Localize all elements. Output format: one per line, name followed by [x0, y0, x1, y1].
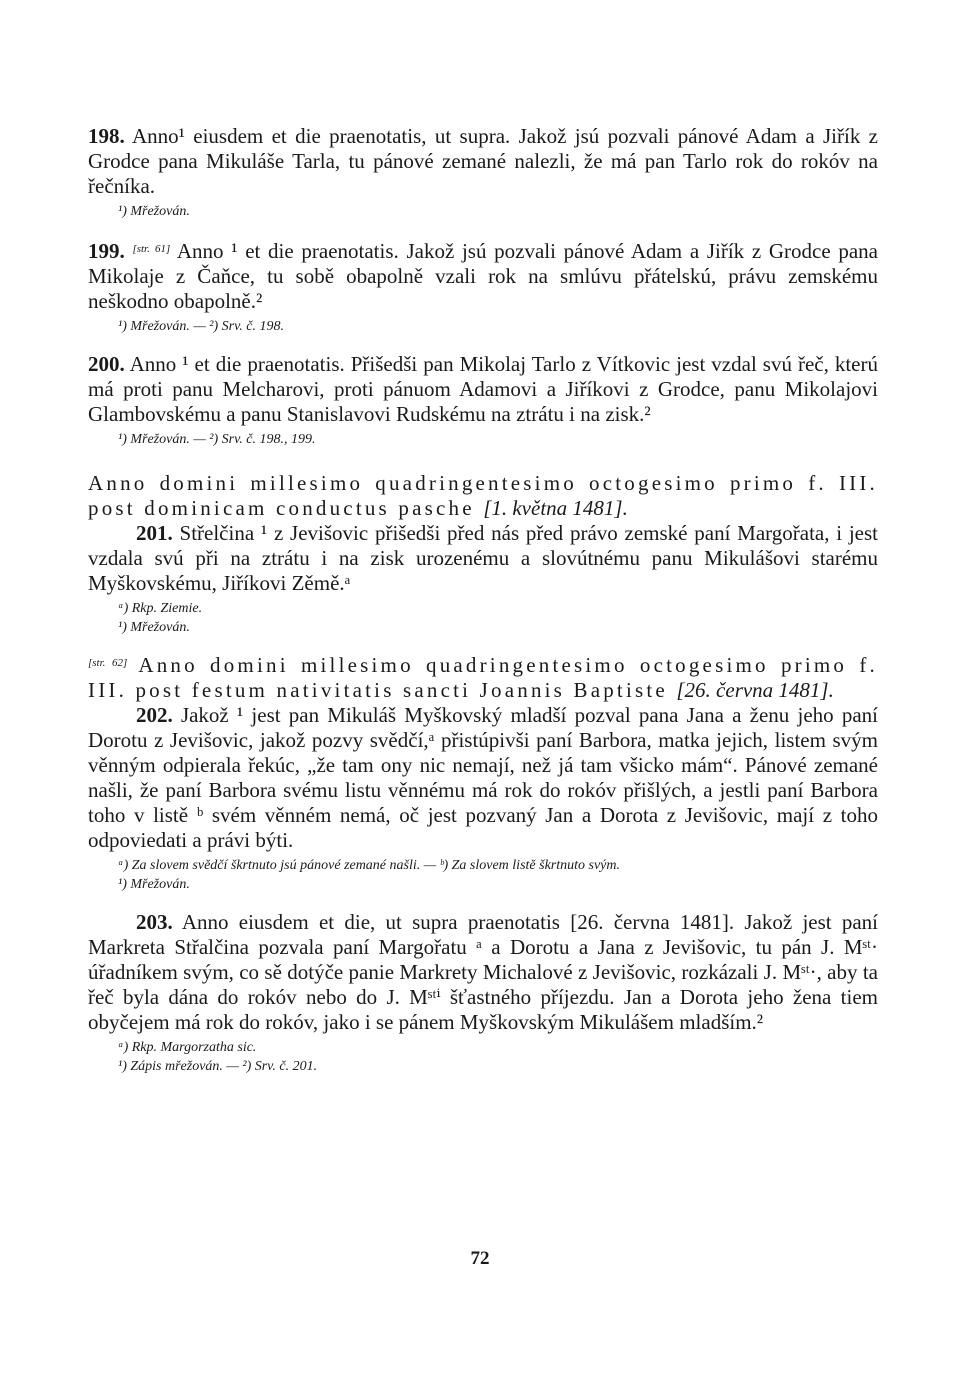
entry-number: 199.: [88, 239, 125, 263]
footnote: ᵃ) Rkp. Ziemie.: [118, 601, 203, 616]
footnote: ᵃ) Rkp. Margorzatha sic.: [118, 1040, 257, 1055]
date-heading: [88, 651, 878, 703]
document-page: [88, 124, 878, 1076]
footnote: ¹) Mřežován.: [118, 620, 190, 635]
footnote: ¹) Mřežován. — ²) Srv. č. 198.: [118, 319, 284, 334]
entry-number: 202.: [136, 703, 173, 727]
entry-text: Anno ¹ et die praenotatis. Jakož jsú pozvali pánové Adam a Jiřík z Grodce pana Mikolaje z Čaňce, tu sobě obapolně vzali rok na smlúvu přátelskú, právu zemskému neškodno obapolně.²: [88, 239, 878, 313]
entry-202: [88, 703, 878, 853]
entry-text: Anno¹ eiusdem et die praenotatis, ut supra. Jakož jsú pozvali pánové Adam a Jiřík z Grodce pana Mikuláše Tarla, tu pánové zemané nalezli, že má pan Tarlo rok do rokóv na řečníka.: [88, 124, 879, 198]
page-reference: [str. 61]: [132, 243, 171, 255]
entry-200: [88, 352, 878, 427]
footnote: ᵃ) Za slovem svědčí škrtnuto jsú pánové zemané našli. — ᵇ) Za slovem listě škrtnuto svým.: [118, 858, 620, 873]
date-heading: [88, 471, 878, 521]
heading-date: [1. května 1481].: [483, 496, 628, 520]
entry-198: [88, 124, 878, 199]
heading-date: [26. června 1481].: [676, 678, 834, 702]
entry-number: 203.: [136, 910, 173, 934]
footnote: ¹) Mřežován. — ²) Srv. č. 198., 199.: [118, 432, 316, 447]
heading-text: Anno domini millesimo quadringentesimo octogesimo primo f. III. post festum nativitatis sancti Joannis Baptiste: [88, 653, 878, 702]
footnote: ¹) Mřežován.: [118, 877, 190, 892]
entry-text: Anno ¹ et die praenotatis. Přišedši pan Mikolaj Tarlo z Vítkovic jest vzdal svú řeč, kterú má proti panu Melcharovi, proti pánuom Adamovi a Jiříkovi z Grodce, panu Mikolajovi Glambovskému a panu Stanislavovi Rudskému na ztrátu i na zisk.²: [88, 352, 878, 426]
page-reference: [str. 62]: [88, 657, 128, 669]
footnote: ¹) Zápis mřežován. — ²) Srv. č. 201.: [118, 1059, 318, 1074]
page-number: 72: [470, 1248, 490, 1269]
entry-199: [88, 237, 878, 314]
entry-number: 201.: [136, 521, 173, 545]
entry-text: Jakož ¹ jest pan Mikuláš Myškovský mladší pozval pana Jana a ženu jeho paní Dorotu z Jevišovic, jakož pozvy svědčí,ᵃ přistúpivši paní Barbora, matka jejich, listem svým věnným odpierala řekúc, „že tam ony nic nemají, než já tam všicko mám“. Pánové zemané našli, že paní Barbora svému listu věnnému má rok do rokóv přišlých, a jestli paní Barbora toho v listě ᵇ svém věnném nemá, oč jest pozvaný Jan a Dorota z Jevišovic, mají z toho odpoviedati a právi býti.: [88, 703, 878, 852]
entry-number: 200.: [88, 352, 125, 376]
entry-text: Anno eiusdem et die, ut supra praenotatis [26. června 1481]. Jakož jest paní Markreta Střalčina pozvala paní Margořatu ᵃ a Dorotu a Jana z Jevišovic, tu pán J. Mˢᵗ· úřadníkem svým, co sě dotýče panie Markrety Michalové z Jevišovic, rozkázali J. Mˢᵗ·, aby ta řeč byla dána do rokóv nebo do J. Mˢᵗⁱ šťastného příjezdu. Jan a Dorota jeho žena tiem obyčejem má rok do rokóv, jako i se pánem Myškovským Mikulášem mladším.²: [88, 910, 879, 1034]
entry-number: 198.: [88, 124, 125, 148]
entry-201: [88, 521, 878, 596]
entry-203: [88, 910, 878, 1035]
entry-text: Střelčina ¹ z Jevišovic přišedši před nás před právo zemské paní Margořata, i jest vzdala svú při na ztrátu i na zisk urozenému a slovútnému panu Mikulášovi starému Myškovskému, Jiříkovi Zěmě.ᵃ: [88, 521, 879, 595]
footnote: ¹) Mřežován.: [118, 204, 190, 219]
heading-text: Anno domini millesimo quadringentesimo octogesimo primo f. III. post dominicam conductus pasche: [88, 471, 878, 520]
